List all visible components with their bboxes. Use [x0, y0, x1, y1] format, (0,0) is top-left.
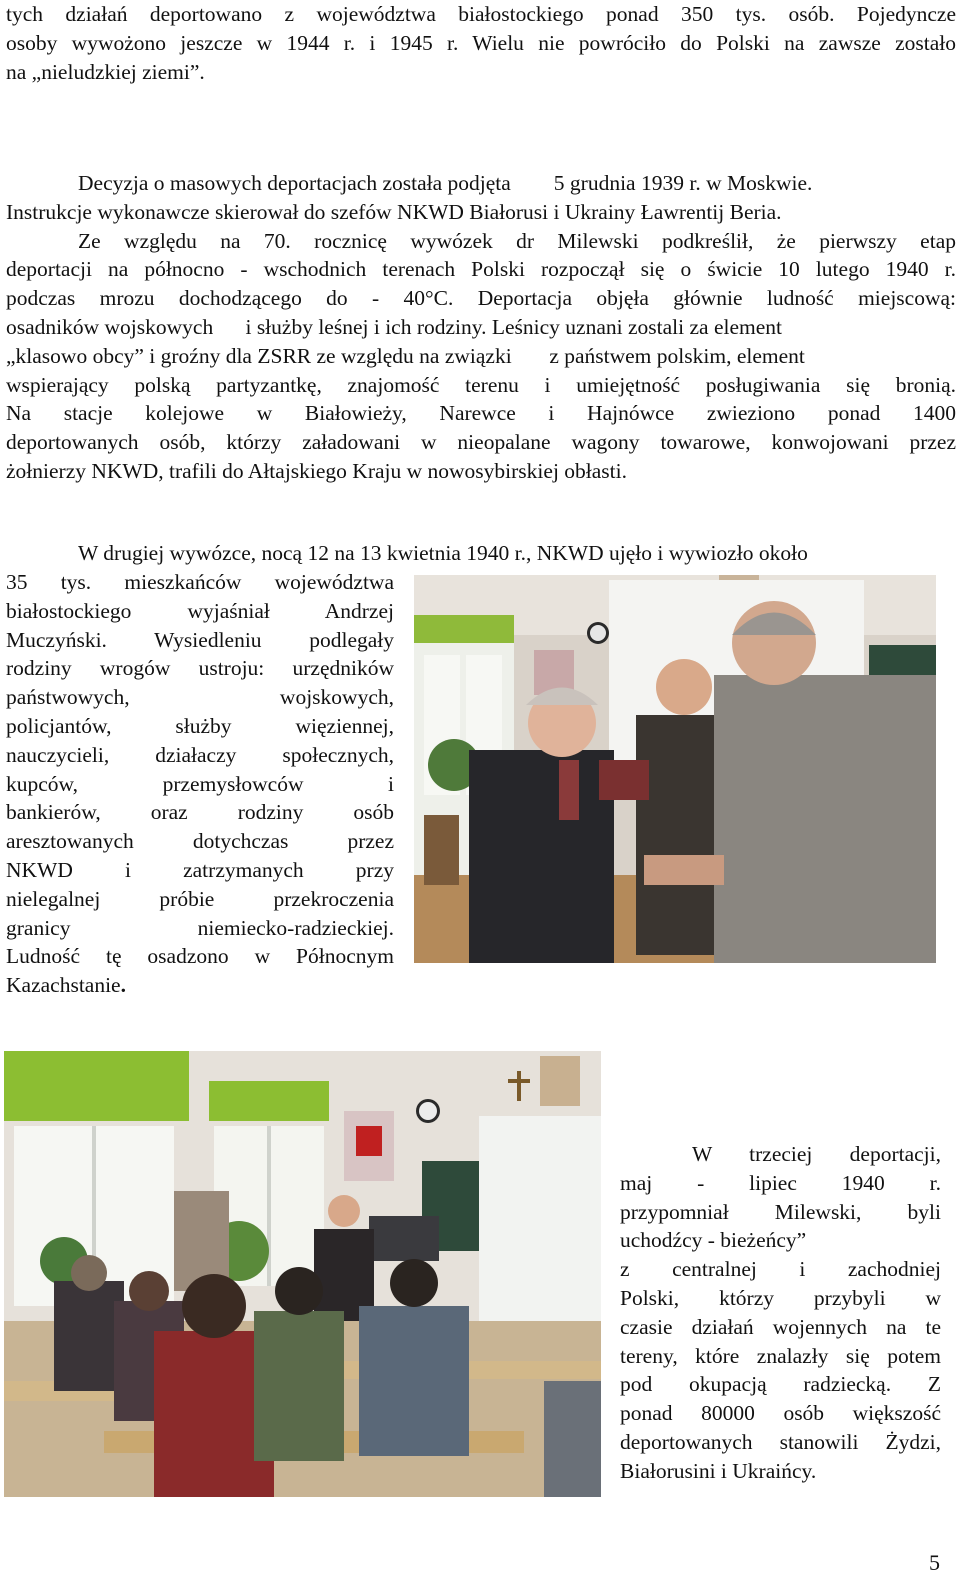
text-line: deportowanych osób, którzy załadowani w nieopalane wagony towarowe, konwojowani przez	[6, 430, 956, 455]
second-deportation-column	[6, 568, 394, 1000]
text-line: granicy niemiecko-radzieckiej.	[6, 915, 394, 940]
text-line: Na stacje kolejowe w Białowieży, Narewce i Hajnówce zwieziono ponad 1400	[6, 401, 956, 426]
text-line: W trzeciej deportacji,	[692, 1142, 941, 1166]
text-line: deportowanych stanowili Żydzi,	[620, 1429, 941, 1454]
text-line: Instrukcje wykonawcze skierował do szefów NKWD Białorusi i Ukrainy Ławrentij Beria.	[6, 199, 782, 224]
text-line: na „nieludzkiej ziemi”.	[6, 59, 205, 84]
last-line-text: Kazachstanie	[6, 973, 121, 998]
text-line	[6, 971, 394, 1000]
photo-book-presentation-image	[414, 575, 936, 963]
text-line: nauczycieli, działaczy społecznych,	[6, 742, 394, 767]
text-line: osoby wywożono jeszcze w 1944 r. i 1945 r. Wielu nie powróciło do Polski na zawsze zostało	[6, 30, 956, 55]
text-line: Białorusini i Ukraińcy.	[620, 1458, 817, 1483]
text-line: czasie działań wojennych na te	[620, 1314, 941, 1339]
text-line: Polski, którzy przybyli w	[620, 1285, 941, 1310]
text-line: aresztowanych dotychczas przez	[6, 829, 394, 854]
text-line: z centralnej i zachodniej	[620, 1257, 941, 1282]
text-line: podczas mrozu dochodzącego do - 40°C. Deportacja objęła głównie ludność miejscową:	[6, 286, 956, 311]
text-line: wspierający polską partyzantkę, znajomość terenu i umiejętność posługiwania się bronią.	[6, 372, 956, 397]
first-deportation-paragraph	[6, 169, 956, 486]
text-line: osadników wojskowych i służby leśnej i ich rodziny. Leśnicy uznani zostali za element	[6, 314, 782, 339]
text-line: 35 tys. mieszkańców województwa	[6, 570, 394, 594]
photo-classroom-lecture-image	[4, 1051, 601, 1497]
page-number: 5	[929, 1550, 940, 1575]
text-line: maj - lipiec 1940 r.	[620, 1170, 941, 1195]
text-line: „klasowo obcy” i groźny dla ZSRR ze względu na związki z państwem polskim, element	[6, 343, 805, 368]
intro-paragraph	[6, 0, 956, 86]
photo-classroom-lecture	[4, 1051, 601, 1497]
text-line: Ludność tę osadzono w Północnym	[6, 944, 394, 969]
text-line: NKWD i zatrzymanych przy	[6, 857, 394, 882]
text-line: nielegalnej próbie przekroczenia	[6, 886, 394, 911]
third-deportation-column	[620, 1140, 941, 1486]
text-line: W drugiej wywózce, nocą 12 na 13 kwietnia 1940 r., NKWD ujęło i wywiozło około	[78, 541, 808, 565]
text-line: uchodźcy - bieżeńcy”	[620, 1228, 807, 1253]
second-deportation-first-line	[6, 539, 956, 568]
text-line: białostockiego wyjaśniał Andrzej	[6, 598, 394, 623]
photo-book-presentation	[414, 575, 936, 963]
text-line: policjantów, służby więziennej,	[6, 713, 394, 738]
text-line: przypomniał Milewski, byli	[620, 1199, 941, 1224]
text-line: żołnierzy NKWD, trafili do Ałtajskiego Kraju w nowosybirskiej obłasti.	[6, 458, 627, 483]
last-line-period: .	[120, 973, 126, 998]
text-line: ponad 80000 osób większość	[620, 1401, 941, 1426]
text-line: tereny, które znalazły się potem	[620, 1343, 941, 1368]
text-line: kupców, przemysłowców i	[6, 771, 394, 796]
text-line: Ze względu na 70. rocznicę wywózek dr Milewski podkreślił, że pierwszy etap	[78, 228, 956, 253]
text-line: państwowych, wojskowych,	[6, 685, 394, 710]
text-line: bankierów, oraz rodziny osób	[6, 800, 394, 825]
text-line: Muczyński. Wysiedleniu podlegały	[6, 627, 394, 652]
text-line: pod okupacją radziecką. Z	[620, 1372, 941, 1397]
text-line: deportacji na północno - wschodnich terenach Polski rozpoczął się o świcie 10 lutego 1940 r.	[6, 257, 956, 282]
text-line: Decyzja o masowych deportacjach została podjęta 5 grudnia 1939 r. w Moskwie.	[78, 171, 813, 195]
text-line: rodziny wrogów ustroju: urzędników	[6, 656, 394, 681]
text-line: tych działań deportowano z województwa białostockiego ponad 350 tys. osób. Pojedyncze	[6, 2, 956, 26]
